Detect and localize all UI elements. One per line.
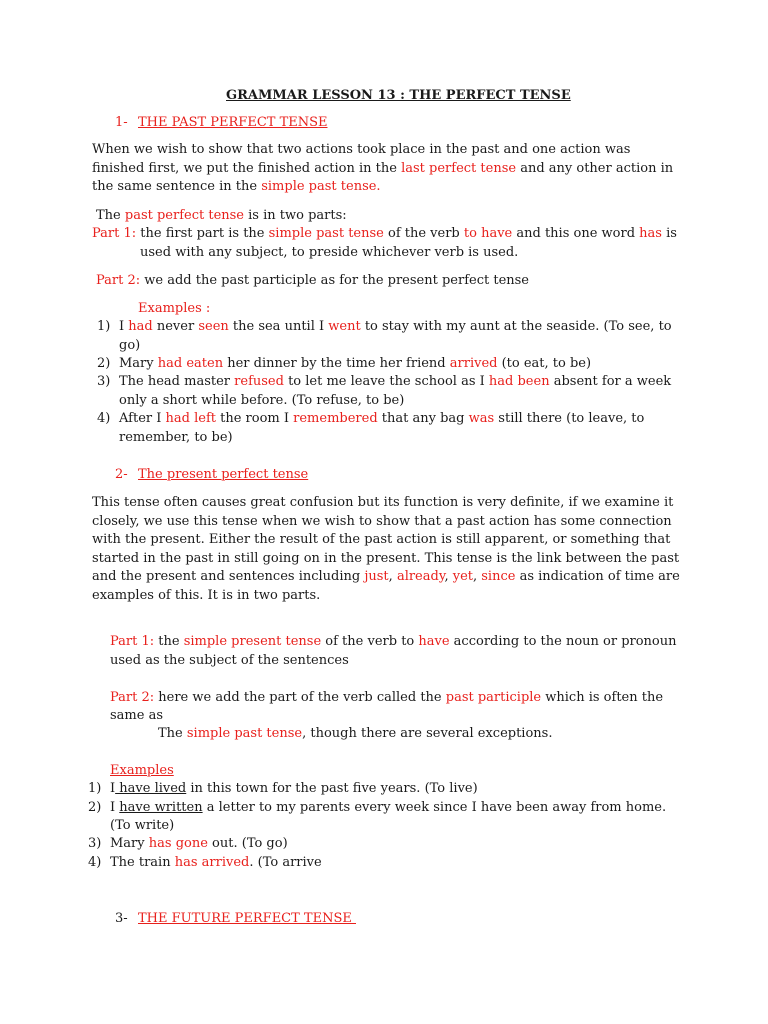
list-item: After I had left the room I remembered that any bag was still there (to leave, to (119, 411, 645, 426)
s2-part2-line1: Part 2: here we add the part of the verb called the past participle which is often the (110, 690, 664, 705)
s2-para-line1: This tense often causes great confusion but its function is very definite, if we examine it (92, 495, 674, 510)
s2-examples-label: Examples (110, 763, 174, 778)
s1-examples-label: Examples : (138, 301, 211, 316)
list-item-continuation: (To write) (110, 818, 175, 833)
s2-para-line2: closely, we use this tense when we wish to show that a past action has some connection (92, 514, 672, 529)
list-item: The head master refused to let me leave the school as I had been absent for a week (119, 374, 672, 389)
s2-part1-line1: Part 1: the simple present tense of the verb to have according to the noun or pronoun (110, 634, 677, 649)
list-item: The train has arrived. (To arrive (110, 855, 322, 870)
list-item-continuation: remember, to be) (119, 430, 233, 445)
s2-para-line3: with the present. Either the result of the past action is still apparent, or something that (92, 532, 671, 547)
list-item: I have written a letter to my parents every week since I have been away from home. (110, 800, 667, 815)
list-item-continuation: only a short while before. (To refuse, to be) (119, 393, 405, 408)
list-number: 1) (88, 781, 102, 796)
list-number: 3) (88, 836, 102, 851)
section1-heading: THE PAST PERFECT TENSE (138, 115, 328, 130)
list-number: 2) (88, 800, 102, 815)
section3-heading: THE FUTURE PERFECT TENSE (138, 911, 356, 926)
section1-number: 1- (115, 115, 128, 130)
s2-part1-line2: used as the subject of the sentences (110, 653, 349, 668)
list-item: I had never seen the sea until I went to stay with my aunt at the seaside. (To see, to (119, 319, 672, 334)
s2-part2-line3: The simple past tense, though there are several exceptions. (158, 726, 553, 741)
s1-intro-line1: When we wish to show that two actions took place in the past and one action was (92, 142, 631, 157)
s1-part1-line1: Part 1: the first part is the simple past tense of the verb to have and this one word has is (92, 226, 677, 241)
section2-number: 2- (115, 467, 128, 482)
s2-para-line5: and the present and sentences including just, already, yet, since as indication of time are (92, 569, 680, 584)
s2-part2-line2: same as (110, 708, 163, 723)
section2-heading: The present perfect tense (138, 467, 309, 482)
s1-part2: Part 2: we add the past participle as for the present perfect tense (96, 273, 529, 288)
s2-para-line4: started in the past in still going on in the present. This tense is the link between the past (92, 551, 680, 566)
s1-parts-intro: The past perfect tense is in two parts: (96, 208, 347, 223)
list-item: I have lived in this town for the past five years. (To live) (110, 781, 478, 796)
list-item: Mary has gone out. (To go) (110, 836, 288, 851)
s1-intro-line2: finished first, we put the finished action in the last perfect tense and any other action in (92, 161, 674, 176)
section3-number: 3- (115, 911, 128, 926)
s1-intro-line3: the same sentence in the simple past tense. (92, 179, 381, 194)
list-item-continuation: go) (119, 338, 141, 353)
list-number: 4) (97, 411, 111, 426)
page-title: GRAMMAR LESSON 13 : THE PERFECT TENSE (226, 88, 571, 103)
s2-para-line6: examples of this. It is in two parts. (92, 588, 321, 603)
list-number: 3) (97, 374, 111, 389)
list-number: 1) (97, 319, 111, 334)
list-number: 2) (97, 356, 111, 371)
list-item: Mary had eaten her dinner by the time her friend arrived (to eat, to be) (119, 356, 592, 371)
s1-part1-line2: used with any subject, to preside whichever verb is used. (140, 245, 519, 260)
list-number: 4) (88, 855, 102, 870)
